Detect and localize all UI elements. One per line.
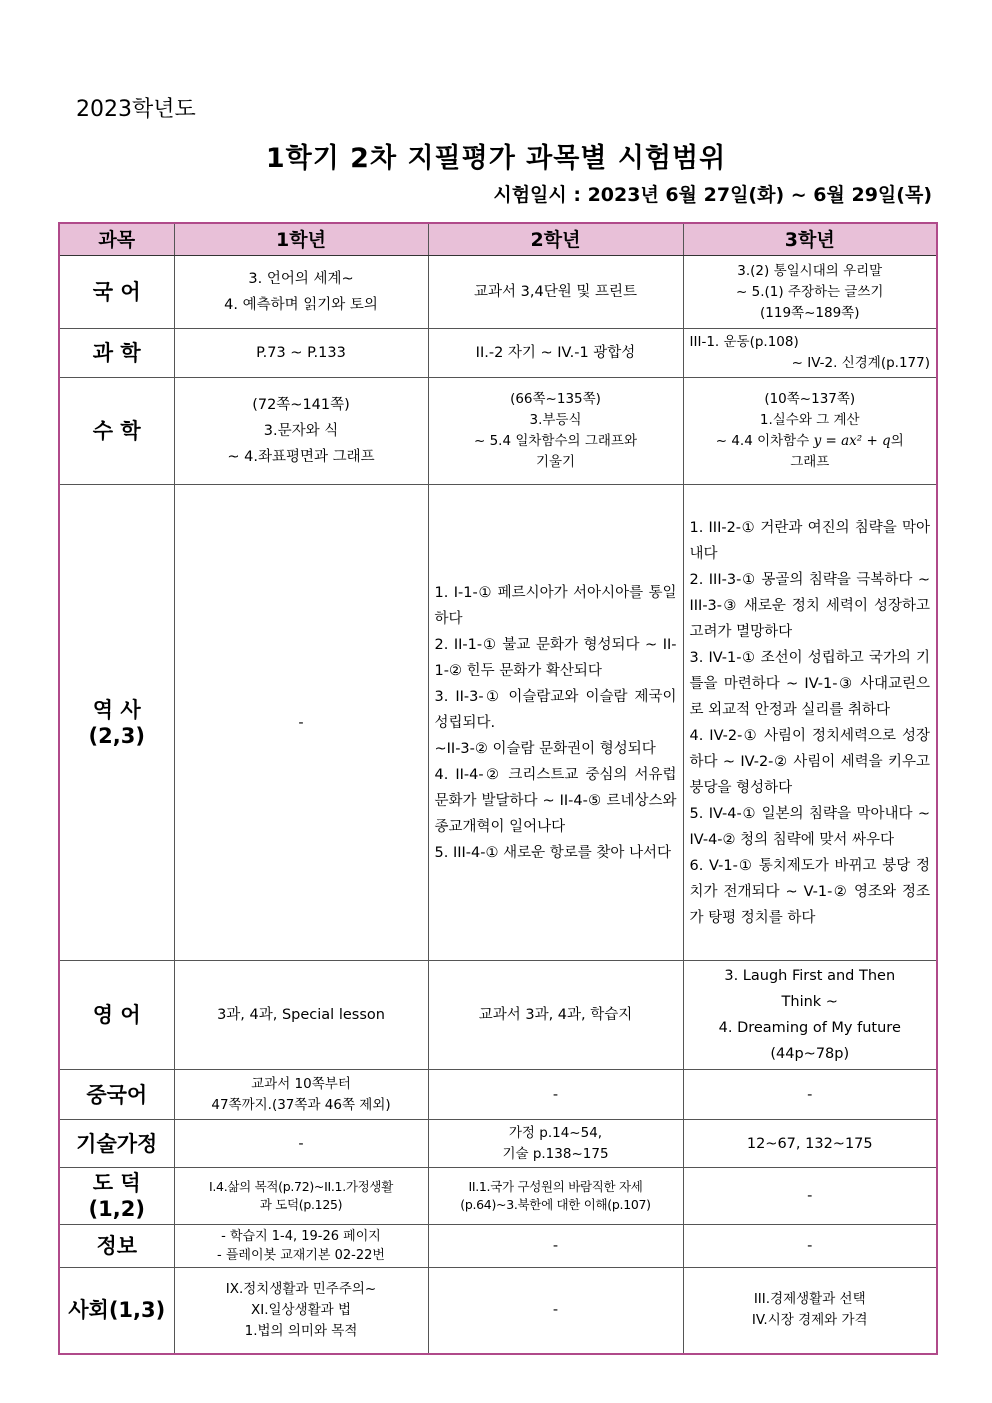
info-grade-2: - [428,1225,683,1268]
cell-line: 3. IV-1-① 조선이 성립하고 국가의 기틀을 마련하다 ~ IV-1-③ 사대교린으로 외교적 안정과 실리를 취하다 [689,649,930,718]
math-grade-1 [174,378,428,485]
cell-line: ~II-3-② 이슬람 문화권이 형성되다 [434,740,656,757]
cell-line: IV.시장 경제와 가격 [751,1312,868,1329]
cell-line: 1.법의 의미와 목적 [244,1322,358,1339]
table-row [59,1070,937,1120]
header-grade-3: 3학년 [683,223,937,256]
exam-scope-table [58,222,938,1355]
cell-line: 5. III-4-① 새로운 항로를 찾아 나서다 [434,844,671,861]
cell-line: III.경제생활과 선택 [753,1291,866,1308]
cell-line: 그래프 [790,454,830,470]
table-row [59,378,937,485]
cell-line: (119쪽~189쪽) [760,304,860,321]
cell-line: (p.64)~3.북한에 대한 이해(p.107) [460,1197,651,1212]
header-subject: 과목 [59,223,174,256]
cell-line: 2. II-1-① 불교 문화가 형성되다 ~ II-1-② 힌두 문화가 확산되다 [434,636,677,679]
math-grade-3 [683,378,937,485]
cell-line: 3.부등식 [529,412,582,428]
cell-line: 5. IV-4-① 일본의 침략을 막아내다 ~ IV-4-② 청의 침략에 맞서 싸우다 [689,805,930,848]
cell-line: 3. 언어의 세계~ [248,271,354,287]
header-grade-1: 1학년 [174,223,428,256]
cell-line: 교과서 10쪽부터 [251,1075,351,1092]
cell-line: 1. III-2-① 거란과 여진의 침략을 막아내다 [689,519,930,562]
subject-tech-home: 기술가정 [59,1120,174,1168]
info-grade-3: - [683,1225,937,1268]
chinese-grade-3: - [683,1070,937,1120]
cell-line: - 학습지 1-4, 19-26 페이지 [221,1229,381,1244]
social-grade-3 [683,1268,937,1354]
subject-chinese: 중국어 [59,1070,174,1120]
cell-line: 1. I-1-① 페르시아가 서아시아를 통일하다 [434,584,677,627]
cell-line: 기울기 [535,454,576,470]
cell-line: (10쪽~137쪽) [764,391,856,407]
chinese-grade-1 [174,1070,428,1120]
cell-line: III-1. 운동(p.108) [689,334,799,350]
cell-line: (72쪽~141쪽) [252,397,350,413]
table-row [59,1168,937,1225]
cell-line: 기술 p.138~175 [502,1145,609,1162]
english-grade-1: 3과, 4과, Special lesson [174,961,428,1070]
cell-line: ~ 4.좌표평면과 그래프 [227,449,375,465]
subject-social: 사회(1,3) [59,1268,174,1354]
history-grade-1: - [174,485,428,961]
cell-line: 4. Dreaming of My future [718,1020,901,1036]
tech-grade-1: - [174,1120,428,1168]
table-row [59,1225,937,1268]
subject-science: 과 학 [59,329,174,378]
history-grade-3 [683,485,937,961]
subject-english: 영 어 [59,961,174,1070]
cell-line: XI.일상생활과 법 [250,1301,352,1318]
cell-line: Think ~ [781,994,838,1010]
cell-line: 2. III-3-① 몽골의 침략을 극복하다 ~ III-3-③ 새로운 정치 세력이 성장하고 고려가 멸망하다 [689,571,930,640]
cell-line: 4. 예측하며 읽기와 토의 [224,297,378,313]
cell-line: 3.문자와 식 [263,423,339,439]
cell-line: II.1.국가 구성원의 바람직한 자세 [468,1179,643,1194]
subject-ethics: 도 덕(1,2) [59,1168,174,1225]
table-row [59,256,937,329]
table-header-row [59,223,937,256]
cell-line: 3. II-3-① 이슬람교와 이슬람 제국이 성립되다. [434,688,677,731]
cell-line: 47쪽까지.(37쪽과 46쪽 제외) [211,1096,391,1113]
cell-line: IX.정치생활과 민주주의~ [225,1280,377,1297]
document-title: 1학기 2차 지필평가 과목별 시험범위 [265,143,727,174]
cell-line: ~ IV-2. 신경계(p.177) [791,355,930,371]
cell-line: ~ 5.(1) 주장하는 글쓰기 [736,283,884,300]
ethics-grade-3: - [683,1168,937,1225]
science-grade-1: P.73 ~ P.133 [174,329,428,378]
cell-line: ~ 5.4 일차함수의 그래프와 [473,433,638,449]
cell-line: 과 도덕(p.125) [259,1197,343,1212]
header-grade-2: 2학년 [428,223,683,256]
social-grade-1 [174,1268,428,1354]
info-grade-1 [174,1225,428,1268]
science-grade-3 [683,329,937,378]
ethics-grade-1 [174,1168,428,1225]
math-grade-2 [428,378,683,485]
math-formula: y = ax² + q [813,433,891,449]
cell-line: (66쪽~135쪽) [510,391,601,407]
subject-math: 수 학 [59,378,174,485]
tech-grade-2 [428,1120,683,1168]
table-row [59,485,937,961]
cell-line: 3. Laugh First and Then [724,968,896,984]
cell-line: (44p~78p) [770,1046,850,1062]
social-grade-2: - [428,1268,683,1354]
ethics-grade-2 [428,1168,683,1225]
table-row [59,329,937,378]
subject-korean: 국 어 [59,256,174,329]
tech-grade-3: 12~67, 132~175 [683,1120,937,1168]
chinese-grade-2: - [428,1070,683,1120]
science-grade-2: II.-2 자기 ~ IV.-1 광합성 [428,329,683,378]
school-year: 2023학년도 [76,97,196,122]
table-row [59,961,937,1070]
korean-grade-2: 교과서 3,4단원 및 프린트 [428,256,683,329]
cell-line: 3.(2) 통일시대의 우리말 [737,262,883,279]
table-row [59,1120,937,1168]
english-grade-3 [683,961,937,1070]
cell-line: 4. II-4-② 크리스트교 중심의 서유럽 문화가 발달하다 ~ II-4-⑤ 르네상스와 종교개혁이 일어나다 [434,766,677,835]
exam-date: 시험일시 : 2023년 6월 27일(화) ~ 6월 29일(목) [493,184,932,206]
cell-line: 가정 p.14~54, [508,1124,603,1141]
korean-grade-1 [174,256,428,329]
math-text: 의 [890,433,904,449]
korean-grade-3 [683,256,937,329]
cell-line: 1.실수와 그 계산 [759,412,860,428]
math-text: ~ 4.4 이차함수 [715,433,810,449]
english-grade-2: 교과서 3과, 4과, 학습지 [428,961,683,1070]
cell-line: - 플레이봇 교재기본 02-22번 [217,1248,385,1263]
history-grade-2 [428,485,683,961]
table-row [59,1268,937,1354]
subject-info: 정보 [59,1225,174,1268]
subject-history: 역 사(2,3) [59,485,174,961]
cell-line: 6. V-1-① 통치제도가 바뀌고 붕당 정치가 전개되다 ~ V-1-② 영조와 정조가 탕평 정치를 하다 [689,857,930,926]
cell-line: I.4.삶의 목적(p.72)~II.1.가정생활 [209,1179,393,1194]
cell-line [690,431,931,452]
cell-line: 4. IV-2-① 사림이 정치세력으로 성장하다 ~ IV-2-② 사림이 세력을 키우고 붕당을 형성하다 [689,727,930,796]
